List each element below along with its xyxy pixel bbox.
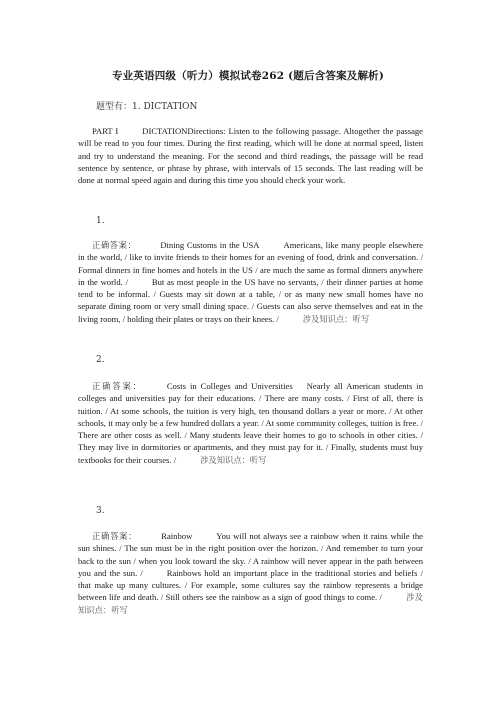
answer-text: Nearly all American students in colleges and universities pay for their educations. / There are many costs. / First of all, there is tuition. / At some schools, the tuition is very high, ten thousand dollars a year or more. / At other schools, it may only be a few hundred dollars a year. / At some community colleges, tuition is free. / There are other costs as well. / Many students leave their homes to go to schools in other cities. / They may live in dormitories or apartments, and they must pay for it. / Finally, students must buy textbooks for their courses. / bbox=[78, 381, 423, 465]
answer-label: 正确答案： bbox=[92, 381, 143, 391]
answer-text: You will not always see a rainbow when it rains while the sun shines. / The sun must be in the right position over the horizon. / And remember to turn your back to the sun / when you look toward the sky. / A rainbow will never appear in the path between you and the sun. / bbox=[78, 531, 423, 578]
answer-text-continued: Rainbows hold an important place in the traditional stories and beliefs / that make up many cultures. / For example, some cultures say the rainbow represents a bridge between life and death. / Still others see the rainbow as a sign of good things to come. / bbox=[78, 567, 423, 603]
answer-text: Americans, like many people elsewhere in the world, / like to invite friends to their homes for an evening of food, drink and conversation. / Formal dinners in fine homes and hotels in the US / are much the same as formal dinners anywhere in the world. / bbox=[78, 240, 423, 287]
answer-block-1 bbox=[78, 239, 423, 325]
part-directions bbox=[78, 125, 423, 186]
question-number-1: 1. bbox=[96, 216, 105, 226]
answer-heading: Costs in Colleges and Universities bbox=[166, 381, 293, 391]
answer-label: 正确答案： bbox=[92, 531, 138, 541]
answer-block-2 bbox=[78, 380, 423, 466]
question-number-2: 2. bbox=[96, 355, 105, 365]
answer-heading: Rainbow bbox=[161, 531, 193, 541]
answer-heading: Dining Customs in the USA bbox=[160, 240, 260, 250]
question-number-3: 3. bbox=[96, 506, 105, 516]
part-label: PART I bbox=[92, 126, 119, 136]
part-directions-text: DICTATIONDirections: Listen to the following passage. Altogether the passage will be read to you four times. During the first reading, which will be done at normal speed, listen and try to understand the meaning. For the second and third readings, the passage will be read sentence by sentence, or phrase by phrase, with intervals of 15 seconds. The last reading will be done at normal speed again and during this time you should check your work. bbox=[78, 126, 423, 186]
answer-block-3 bbox=[78, 530, 423, 616]
page-title: 专业英语四级（听力）模拟试卷262 (题后含答案及解析) bbox=[111, 70, 385, 82]
answer-text-continued: But as most people in the US have no servants, / their dinner parties at home tend to be informal. / Guests may sit down at a table, / or as many new small homes have no separate dining room or very small dining space. / Guests can also serve themselves and eat in the living room, / holding their plates or trays on their knees. / bbox=[78, 276, 423, 324]
answer-label: 正确答案： bbox=[92, 240, 137, 250]
question-type-line: 题型有：1. DICTATION bbox=[96, 102, 198, 112]
knowledge-point: 涉及知识点：听写 bbox=[302, 313, 370, 324]
knowledge-point: 涉及知识点：听写 bbox=[78, 592, 423, 615]
knowledge-point: 涉及知识点：听写 bbox=[200, 454, 267, 465]
